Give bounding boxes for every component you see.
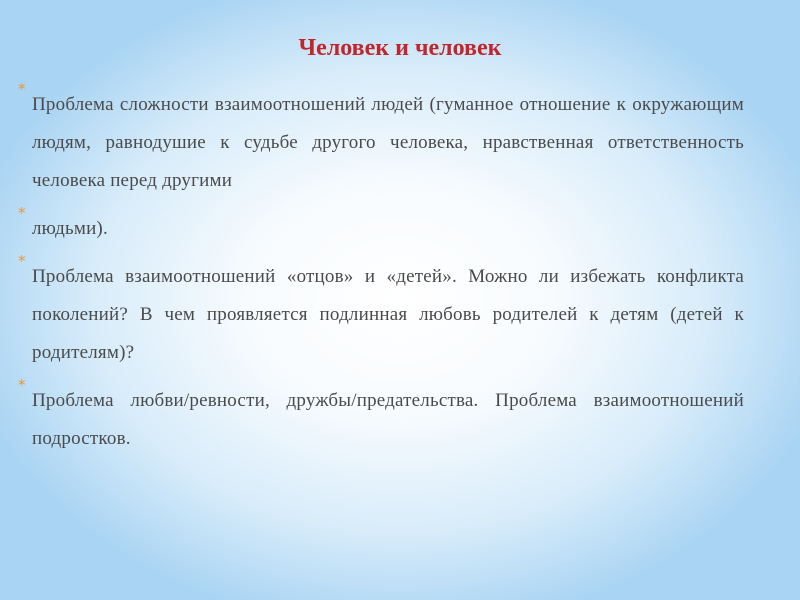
asterisk-bullet-icon: * [18,376,26,394]
asterisk-bullet-icon: * [18,252,26,270]
list-item [18,252,744,372]
asterisk-bullet-icon: * [18,204,26,222]
bullet-list [18,80,744,458]
asterisk-bullet-icon: * [18,80,26,98]
list-item [18,80,744,200]
list-item-text: людьми). [32,218,108,239]
slide-title: Человек и человек [298,35,502,61]
list-item-text: Проблема сложности взаимоотношений людей (гуманное отношение к окружающим людям, равнодушие к судьбе другого человека, нравственная ответственность человека перед другими [32,94,744,191]
list-item [18,204,744,248]
list-item-text: Проблема любви/ревности, дружбы/предательства. Проблема взаимоотношений подростков. [32,390,744,449]
list-item [18,376,744,458]
list-item-text: Проблема взаимоотношений «отцов» и «детей». Можно ли избежать конфликта поколений? В чем проявляется подлинная любовь родителей к детям (детей к родителям)? [32,266,744,363]
